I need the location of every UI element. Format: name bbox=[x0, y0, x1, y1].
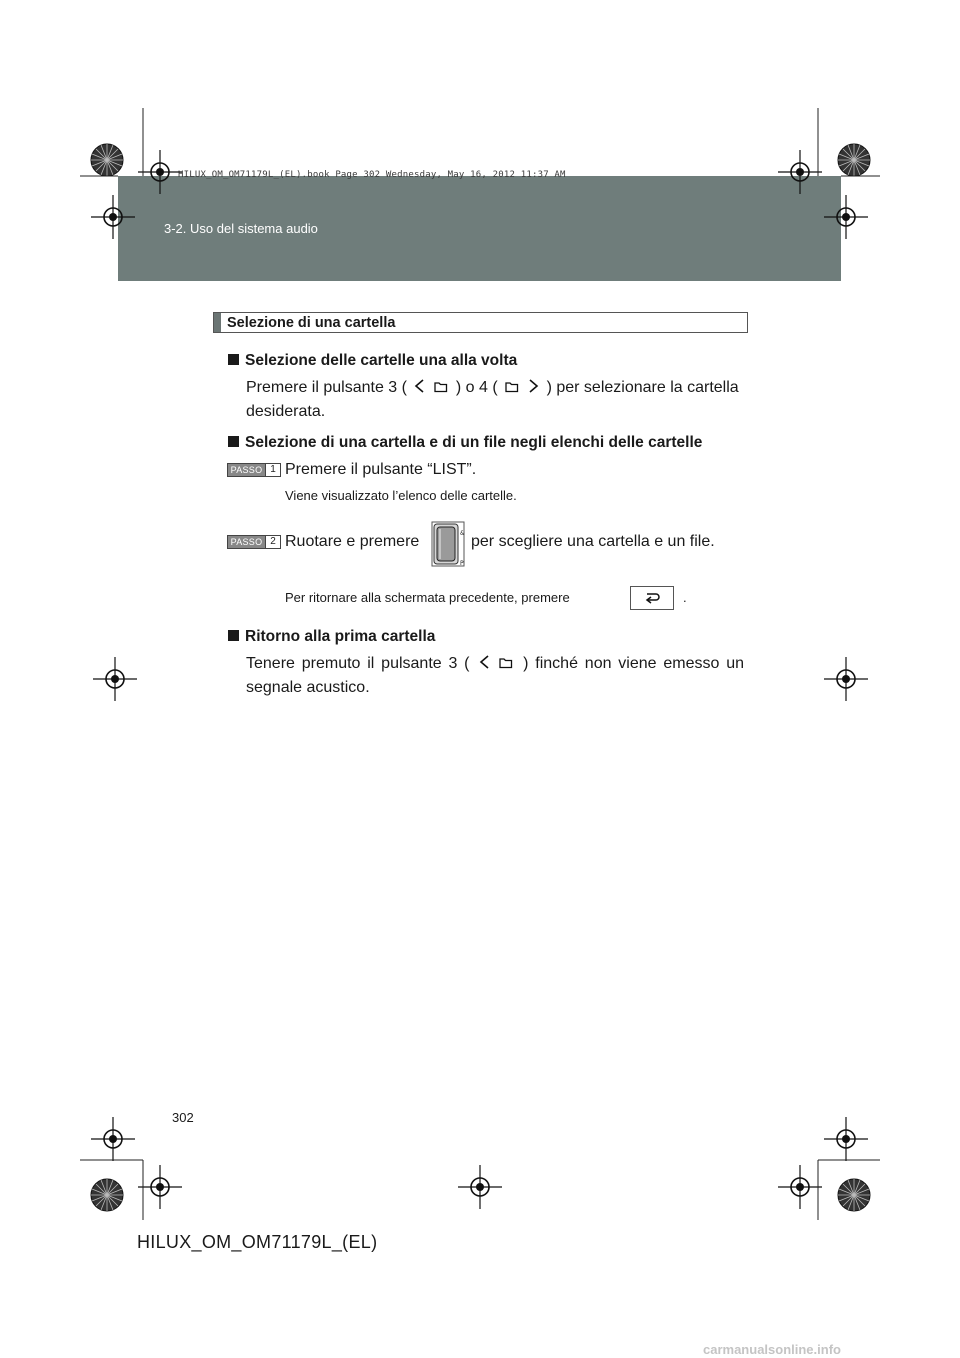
section-label: 3-2. Uso del sistema audio bbox=[164, 221, 318, 236]
step-word: PASSO bbox=[228, 464, 265, 476]
document-code: HILUX_OM_OM71179L_(EL) bbox=[137, 1232, 378, 1252]
heading-text: Selezione di una cartella e di un file negli elenchi delle cartelle bbox=[245, 434, 703, 451]
text-run: ) finché non viene emesso un bbox=[523, 655, 744, 672]
folder-chevron-right-icon bbox=[502, 378, 542, 394]
watermark: carmanualsonline.info bbox=[703, 1342, 841, 1357]
heading-one-by-one bbox=[228, 352, 517, 370]
subsection-title: Selezione di una cartella bbox=[227, 315, 396, 331]
page-number: 302 bbox=[172, 1110, 194, 1125]
subsection-title-box bbox=[213, 312, 748, 333]
bullet-square-icon bbox=[228, 436, 239, 447]
bullet-square-icon bbox=[228, 354, 239, 365]
step2-text-a: Ruotare e premere bbox=[285, 533, 420, 550]
tune-select-knob-icon bbox=[431, 521, 467, 567]
paragraph-one-by-one bbox=[246, 376, 739, 400]
text-run: Premere il pulsante 3 ( bbox=[246, 379, 407, 396]
back-arrow-icon bbox=[631, 587, 673, 609]
step-badge-1 bbox=[227, 463, 281, 477]
svg-text:P: P bbox=[460, 560, 464, 567]
step2-text-b: per scegliere una cartella e un file. bbox=[471, 533, 715, 550]
text-run: Tenere premuto il pulsante 3 ( bbox=[246, 655, 470, 672]
heading-first-folder bbox=[228, 628, 435, 646]
text-run: Per ritornare alla schermata precedente, premere bbox=[285, 590, 570, 605]
paragraph-line: segnale acustico. bbox=[246, 679, 370, 696]
heading-text: Selezione delle cartelle una alla volta bbox=[245, 352, 518, 369]
step1-note: Viene visualizzato l’elenco delle cartelle. bbox=[285, 488, 517, 503]
chevron-left-folder-icon bbox=[411, 378, 451, 394]
paragraph-first-folder bbox=[246, 652, 744, 676]
back-note-end: . bbox=[683, 590, 687, 605]
step-badge-2 bbox=[227, 535, 281, 549]
heading-from-list bbox=[228, 434, 702, 452]
back-button[interactable] bbox=[630, 586, 674, 610]
heading-text: Ritorno alla prima cartella bbox=[245, 628, 436, 645]
step-number: 1 bbox=[265, 464, 280, 476]
step-word: PASSO bbox=[228, 536, 265, 548]
paragraph-line: desiderata. bbox=[246, 403, 326, 420]
step1-text: Premere il pulsante “LIST”. bbox=[285, 461, 477, 478]
chevron-left-folder-icon bbox=[476, 654, 516, 670]
book-info-line: HILUX_OM_OM71179L_(EL).book Page 302 Wednesday, May 16, 2012 11:37 AM bbox=[178, 170, 566, 180]
text-run: ) o 4 ( bbox=[455, 379, 498, 396]
text-run: ) per selezionare la cartella bbox=[546, 379, 739, 396]
bullet-square-icon bbox=[228, 630, 239, 641]
step-number: 2 bbox=[265, 536, 280, 548]
subsection-bar bbox=[214, 313, 221, 332]
back-note bbox=[285, 590, 570, 605]
svg-text:&: & bbox=[460, 530, 465, 537]
